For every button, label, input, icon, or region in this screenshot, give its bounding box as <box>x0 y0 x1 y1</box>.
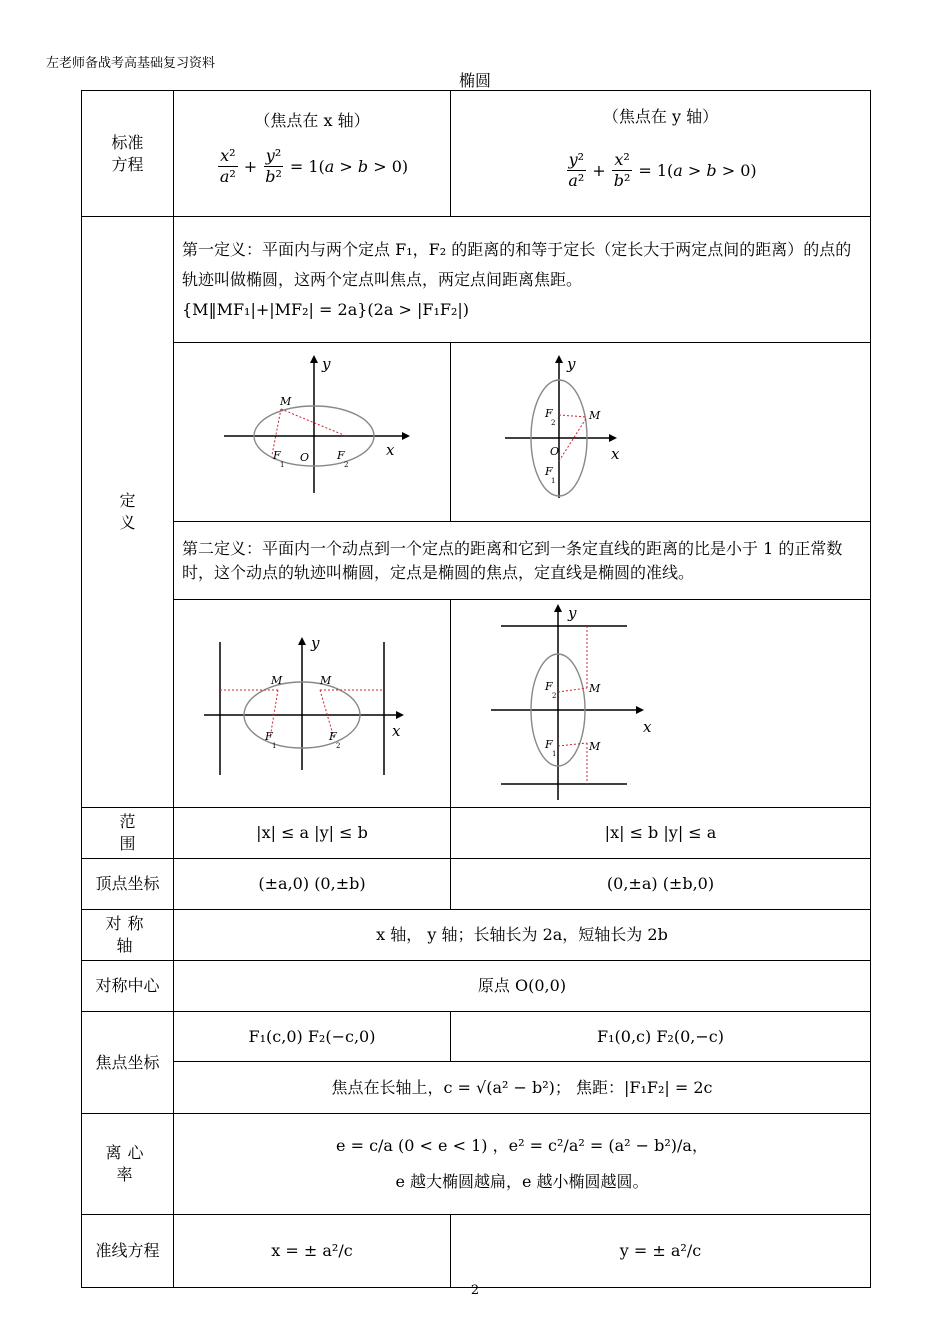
cell-standard-x <box>174 91 451 217</box>
row-focus <box>82 1012 871 1062</box>
cell-second-definition <box>174 522 871 600</box>
cell-standard-y <box>451 91 871 217</box>
cell-diagram-ellipse-x <box>174 343 451 522</box>
diagram-directrix-x <box>174 600 450 801</box>
second-definition-text: 第二定义：平面内一个动点到一个定点的距离和它到一条定直线的距离的比是小于 1 的正常数时，这个动点的轨迹叫椭圆，定点是椭圆的焦点，定直线是椭圆的准线。 <box>182 538 843 582</box>
svg-text:2: 2 <box>551 419 556 427</box>
svg-text:1: 1 <box>280 461 285 469</box>
label-ecc: 离心率 <box>82 1114 174 1215</box>
svg-text:2: 2 <box>336 742 341 750</box>
label-symmetry: 对称轴 <box>82 910 174 961</box>
diagram-ellipse-x <box>174 343 450 515</box>
label-f2: F <box>545 680 553 693</box>
svg-text:2: 2 <box>552 692 557 700</box>
label-m: M <box>589 409 601 422</box>
label-x: x <box>386 441 395 459</box>
row-directrix <box>82 1215 871 1288</box>
label-m: M <box>280 395 292 408</box>
label-x: x <box>611 445 620 463</box>
label-vertex: 顶点坐标 <box>82 859 174 910</box>
svg-text:1: 1 <box>552 750 557 758</box>
row-range <box>82 808 871 859</box>
label-f1: F <box>273 449 281 462</box>
label-m-top: M <box>589 682 601 695</box>
label-f1: F <box>545 738 553 751</box>
directrix-y: y = ± a²/c <box>451 1215 871 1288</box>
first-definition-text: 第一定义：平面内与两个定点 F₁，F₂ 的距离的和等于定长（定长大于两定点间的距离）的点的轨迹叫做椭圆，这两个定点叫焦点，两定点间距离焦距。 <box>182 239 852 289</box>
focus-y: F₁(0,c) F₂(0,−c) <box>451 1012 871 1062</box>
label-definition: 定义 <box>82 217 174 808</box>
first-definition-set: {M‖MF₁|+|MF₂| = 2a}(2a > |F₁F₂|) <box>182 299 470 319</box>
range-x: |x| ≤ a |y| ≤ b <box>174 808 451 859</box>
label-f2: F <box>329 730 337 743</box>
page-number: 2 <box>470 1283 480 1298</box>
label-standard: 标准方程 <box>82 91 174 217</box>
label-y: y <box>322 355 331 373</box>
label-f1: F <box>265 730 273 743</box>
label-f2: F <box>337 449 345 462</box>
label-x: x <box>392 722 401 740</box>
doc-title: 椭圆 <box>458 71 491 90</box>
directrix-x: x = ± a²/c <box>174 1215 451 1288</box>
svg-text:1: 1 <box>272 742 277 750</box>
label-y: y <box>567 355 576 373</box>
doc-header: 左老师备战考高基础复习资料 <box>46 56 216 71</box>
diagram-ellipse-y <box>451 343 870 515</box>
label-m-bottom: M <box>589 740 601 753</box>
label-m-left: M <box>271 674 283 687</box>
row-standard-equation <box>82 91 871 217</box>
focus-common: 焦点在长轴上，c = √(a² − b²)； 焦距：|F₁F₂| = 2c <box>174 1062 871 1114</box>
svg-text:1: 1 <box>551 477 556 485</box>
vertex-x: (±a,0) (0,±b) <box>174 859 451 910</box>
symmetry-text: x 轴， y 轴；长轴长为 2a，短轴长为 2b <box>174 910 871 961</box>
row-first-definition <box>82 217 871 343</box>
label-center: 对称中心 <box>82 961 174 1012</box>
cell-diagram-ellipse-y <box>451 343 871 522</box>
label-focus: 焦点坐标 <box>82 1012 174 1114</box>
cell-ecc <box>174 1114 871 1215</box>
label-f1: F <box>545 465 553 478</box>
label-o: O <box>550 445 560 458</box>
range-y: |x| ≤ b |y| ≤ a <box>451 808 871 859</box>
eq-x-formula: $\frac{\text{x²}}{\text{a²}}$ + $\frac{\text{y²}}{\text{b²}}$ = 1(a > b > 0) <box>219 146 409 186</box>
label-x: x <box>643 718 652 736</box>
row-vertex <box>82 859 871 910</box>
label-y: y <box>568 604 577 622</box>
focus-x: F₁(c,0) F₂(−c,0) <box>174 1012 451 1062</box>
diagram-directrix-y <box>451 600 870 801</box>
label-directrix: 准线方程 <box>82 1215 174 1288</box>
label-f2: F <box>545 407 553 420</box>
eq-y-formula: $\frac{\text{y²}}{\text{a²}}$ + $\frac{\text{x²}}{\text{b²}}$ = 1(a > b > 0) <box>568 150 757 190</box>
row-focus-common <box>82 1062 871 1114</box>
row-eccentricity <box>82 1114 871 1215</box>
cell-diagram-directrix-x <box>174 600 451 808</box>
standard-y-heading: （焦点在 y 轴） <box>602 107 719 126</box>
svg-text:2: 2 <box>344 461 349 469</box>
row-diagrams-2 <box>82 600 871 808</box>
cell-diagram-directrix-y <box>451 600 871 808</box>
ecc-formula: e = c/a (0 < e < 1) ，e² = c²/a² = (a² − b²)/a， <box>336 1136 708 1155</box>
label-m-right: M <box>320 674 332 687</box>
label-range: 范围 <box>82 808 174 859</box>
row-diagrams-1 <box>82 343 871 522</box>
ecc-note: e 越大椭圆越扁，e 越小椭圆越圆。 <box>395 1172 649 1191</box>
cell-first-definition <box>174 217 871 343</box>
standard-x-heading: （焦点在 x 轴） <box>254 111 370 130</box>
row-symmetry <box>82 910 871 961</box>
vertex-y: (0,±a) (±b,0) <box>451 859 871 910</box>
label-o: O <box>300 451 310 464</box>
row-second-definition <box>82 522 871 600</box>
center-text: 原点 O(0,0) <box>174 961 871 1012</box>
label-y: y <box>311 634 320 652</box>
row-center <box>82 961 871 1012</box>
ellipse-properties-table <box>81 90 871 1288</box>
